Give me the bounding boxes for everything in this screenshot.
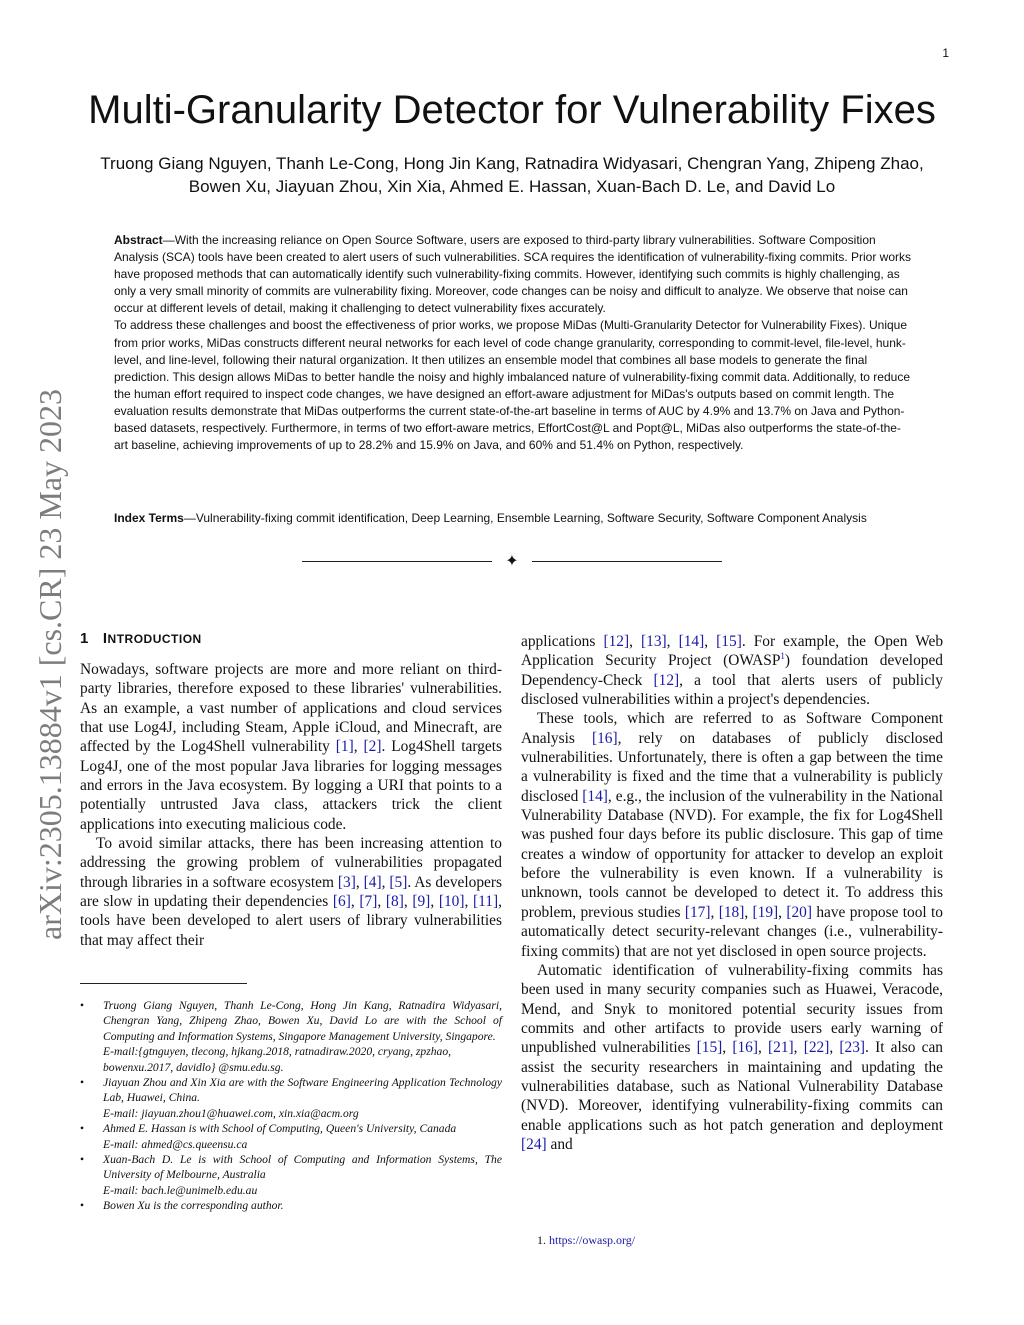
text-run: . It also can assist the security researchers in maintaining and updating the vulnerabilities database, such as National Vulnerability Database (NVD). Moreover, identifying vulnerability-fixing commits can enable applications such as hot patch generation and deployment — [521, 1039, 943, 1134]
text-run: , — [353, 738, 364, 756]
text-run: , — [722, 1039, 733, 1057]
affiliation-text: Ahmed E. Hassan is with School of Computing, Queen's University, Canada — [103, 1122, 457, 1136]
text-run: , — [793, 1039, 804, 1057]
text-run: , — [757, 1039, 769, 1057]
affiliation-item — [80, 998, 502, 1075]
bullet-icon: • — [80, 1122, 85, 1136]
text-run: , — [381, 873, 390, 891]
page-footnote — [537, 1233, 635, 1248]
bullet-icon: • — [80, 1153, 85, 1167]
citation-link[interactable]: [2] — [363, 738, 382, 756]
text-run: , — [829, 1039, 840, 1057]
citation-link[interactable]: [17] — [684, 903, 711, 921]
text-run: , rely on databases of publicly disclosed vulnerabilities. Unfortunately, there is often a gap between the time a vulnerability is fixed and the time that a vulnerability is publicly disclosed — [521, 729, 943, 805]
citation-link[interactable]: [18] — [718, 903, 745, 921]
text-run: Automatic identification of vulnerability-fixing commits has been used in many security companies such as Huawei, Veracode, Mend, and Snyk to monitored potential security issues from commits and other artifacts to provide users early warning of unpublished vulnerabilities — [521, 961, 943, 1057]
text-run: and — [546, 1135, 573, 1153]
citation-link[interactable]: [10] — [438, 893, 465, 911]
text-run: have propose tool to automatically detect security-relevant changes (i.e., vulnerability-fixing commits) that are not yet disclosed in open source projects. — [521, 903, 943, 960]
text-run: , — [355, 873, 364, 891]
affiliation-text: Truong Giang Nguyen, Thanh Le-Cong, Hong Jin Kang, Ratnadira Widyasari, Chengran Yang, Zhipeng Zhao, Bowen Xu, David Lo are with the School of Computing and Information Systems, Singapore Management University, Singapore. — [103, 999, 502, 1043]
text-run: , tools have been developed to alert users of library vulnerabilities that may affect their — [80, 893, 502, 949]
citation-link[interactable]: [23] — [839, 1039, 866, 1057]
citation-link[interactable]: [9] — [412, 893, 431, 911]
text-run: , — [464, 893, 474, 911]
text-run: , — [704, 633, 717, 650]
affiliation-item — [80, 1121, 502, 1152]
text-run: . Log4Shell targets Log4J, one of the most popular Java libraries for logging messages and errors in the Java ecosystem. By logging a URI that points to a potentially untrusted Java class, attackers trick the client applications into executing malicious code. — [80, 738, 502, 833]
citation-link[interactable]: [15] — [696, 1039, 723, 1057]
section-title-initial: I — [102, 630, 108, 647]
citation-link[interactable]: [16] — [732, 1039, 758, 1057]
section-heading-introduction — [80, 630, 202, 647]
citation-link[interactable]: [12] — [603, 633, 630, 650]
citation-link[interactable]: [5] — [389, 873, 408, 891]
affiliation-item — [80, 1198, 502, 1213]
citation-link[interactable]: [21] — [768, 1039, 794, 1057]
citation-link[interactable]: [11] — [473, 893, 499, 911]
index-terms-label: Index Terms — [114, 511, 184, 525]
left-column — [80, 660, 502, 950]
affiliation-email: E-mail:{gtnguyen, tlecong, hjkang.2018, ratnadiraw.2020, cryang, zpzhao, bowenxu.2017, davidlo} @smu.edu.sg. — [103, 1045, 452, 1074]
text-run: , — [403, 893, 413, 911]
abstract-label: Abstract — [114, 233, 163, 247]
footnote-link[interactable]: https://owasp.org/ — [549, 1233, 636, 1247]
affiliation-footnotes — [80, 998, 502, 1214]
text-run: applications — [521, 633, 604, 650]
citation-link[interactable]: [4] — [363, 873, 382, 891]
citation-link[interactable]: [14] — [678, 633, 705, 650]
divider-ornament-icon: ✦ — [505, 551, 519, 570]
footnote-number: 1. — [537, 1233, 546, 1247]
citation-link[interactable]: [8] — [385, 893, 404, 911]
text-run: , e.g., the inclusion of the vulnerability in the National Vulnerability Database (NVD). For example, the fix for Log4Shell was pushed four days before its public disclosure. This gap of time creates a window of opportunity for attacker to develop an exploit before the vulnerability is even known. If a vulnerability is unknown, tools cannot be developed to detect it. To address this problem, previous studies — [521, 787, 943, 921]
citation-link[interactable]: [12] — [653, 671, 680, 689]
citation-link[interactable]: [16] — [591, 729, 618, 747]
text-run: . As developers are slow in updating their dependencies — [80, 873, 502, 911]
citation-link[interactable]: [13] — [641, 633, 667, 650]
bullet-icon: • — [80, 1076, 85, 1090]
text-run: , — [629, 633, 642, 650]
text-run: , — [666, 633, 679, 650]
abstract — [114, 232, 912, 454]
text-run: , — [778, 903, 787, 921]
section-title-rest: NTRODUCTION — [107, 632, 202, 646]
citation-link[interactable]: [1] — [335, 738, 354, 756]
text-run: , — [377, 893, 386, 911]
abstract-paragraph-2: To address these challenges and boost the effectiveness of prior works, we propose MiDas (Multi-Granularity Detector for Vulnerability Fixes). Unique from prior works, MiDas constructs different neural networks for each level of code change granularity, corresponding to commit-level, file-level, hunk-level, and line-level, following their natural organization. It then utilizes an ensemble model that combines all base models to generate the final prediction. This design allows MiDas to better handle the noisy and highly imbalanced nature of vulnerability-fixing commit data. Additionally, to reduce the human effort required to inspect code changes, we have designed an effort-aware adjustment for MiDas's outputs based on commit length. The evaluation results demonstrate that MiDas outperforms the current state-of-the-art baseline in terms of AUC by 4.9% and 13.7% on Java and Python-based datasets, respectively. Furthermore, in terms of two effort-aware metrics, EffortCost@L and Popt@L, MiDas also outperforms the state-of-the-art baseline, achieving improvements of up to 28.2% and 15.9% on Java, and 60% and 51.4% on Python, respectively. — [114, 318, 910, 453]
index-terms — [114, 510, 912, 527]
paper-title: Multi-Granularity Detector for Vulnerability Fixes — [88, 88, 936, 132]
abstract-paragraph-1 — [114, 232, 912, 317]
text-run: To avoid similar attacks, there has been increasing attention to addressing the growing problem of vulnerabilities propagated through libraries in a software ecosystem — [80, 835, 502, 891]
affiliation-item — [80, 1152, 502, 1198]
divider-line-right — [532, 561, 722, 562]
abstract-text-1: —With the increasing reliance on Open Source Software, users are exposed to third-party library vulnerabilities. Software Composition Analysis (SCA) tools have been created to alert users of such vulnerabilities. SCA requires the identification of vulnerability-fixing commits. Prior works have proposed methods that can automatically identify such vulnerability-fixing commits. However, identifying such commits is highly challenging, as only a very small minority of commits are vulnerability fixing. Moreover, code changes can be noisy and difficult to analyze. We observe that noise can occur at different levels of detail, making it challenging to detect vulnerability fixes accurately. — [114, 233, 912, 316]
footnote-rule — [80, 983, 247, 984]
body-paragraph — [521, 709, 943, 960]
section-divider — [302, 551, 722, 571]
right-column — [521, 632, 943, 1154]
affiliation-item — [80, 1075, 502, 1121]
text-run: , — [744, 903, 753, 921]
body-paragraph — [521, 961, 943, 1154]
text-run: , — [430, 893, 439, 911]
bullet-icon: • — [80, 1199, 85, 1213]
citation-link[interactable]: [14] — [582, 787, 608, 805]
index-terms-text: —Vulnerability-fixing commit identification, Deep Learning, Ensemble Learning, Software Security, Software Component Analysis — [183, 511, 867, 525]
text-run: , a tool that alerts users of publicly disclosed vulnerabilities within a project's dependencies. — [521, 671, 943, 709]
author-list: Truong Giang Nguyen, Thanh Le-Cong, Hong Jin Kang, Ratnadira Widyasari, Chengran Yang, Zhipeng Zhao, Bowen Xu, Jiayuan Zhou, Xin Xia, Ahmed E. Hassan, Xuan-Bach D. Le, and David Lo — [100, 154, 924, 196]
citation-link[interactable]: [19] — [752, 903, 779, 921]
citation-link[interactable]: [15] — [716, 633, 742, 650]
affiliation-text: Bowen Xu is the corresponding author. — [103, 1199, 284, 1213]
body-paragraph — [521, 632, 943, 709]
text-run: , — [710, 903, 719, 921]
citation-link[interactable]: [20] — [786, 903, 812, 921]
section-number: 1 — [80, 630, 89, 647]
affiliation-text: Jiayuan Zhou and Xin Xia are with the Software Engineering Application Technology Lab, Huawei, China. — [103, 1076, 502, 1105]
citation-link[interactable]: [24] — [521, 1135, 547, 1153]
bullet-icon: • — [80, 999, 85, 1012]
text-run: These tools, which are referred to as Software Component Analysis — [521, 710, 943, 747]
body-paragraph — [80, 660, 502, 834]
affiliation-text: Xuan-Bach D. Le is with School of Computing and Information Systems, The University of Melbourne, Australia — [103, 1153, 502, 1182]
divider-line-left — [302, 561, 492, 562]
arxiv-identifier-stamp: arXiv:2305.13884v1 [cs.CR] 23 May 2023 — [32, 388, 68, 940]
citation-link[interactable]: [6] — [332, 893, 351, 911]
text-run: . For example, the Open Web Application Security Project (OWASP — [521, 633, 944, 670]
body-paragraph — [80, 834, 502, 950]
text-run: ) foundation developed Dependency-Check — [521, 652, 943, 689]
citation-link[interactable]: [7] — [359, 893, 378, 911]
page-number: 1 — [942, 46, 949, 60]
citation-link[interactable]: [3] — [337, 873, 356, 891]
affiliation-email: E-mail: jiayuan.zhou1@huawei.com, xin.xia@acm.org — [103, 1106, 359, 1120]
text-run: Nowadays, software projects are more and more reliant on third-party libraries, therefore exposed to these libraries' vulnerabilities. As an example, a vast number of applications and cloud services that use Log4J, including Steam, Apple iCloud, and Minecraft, are affected by the Log4Shell vulnerability — [80, 661, 502, 756]
footnote-ref[interactable]: 1 — [780, 651, 785, 662]
text-run: , — [350, 893, 360, 911]
affiliation-email: E-mail: ahmed@cs.queensu.ca — [103, 1137, 248, 1151]
citation-link[interactable]: [22] — [803, 1039, 830, 1057]
affiliation-email: E-mail: bach.le@unimelb.edu.au — [103, 1183, 258, 1197]
